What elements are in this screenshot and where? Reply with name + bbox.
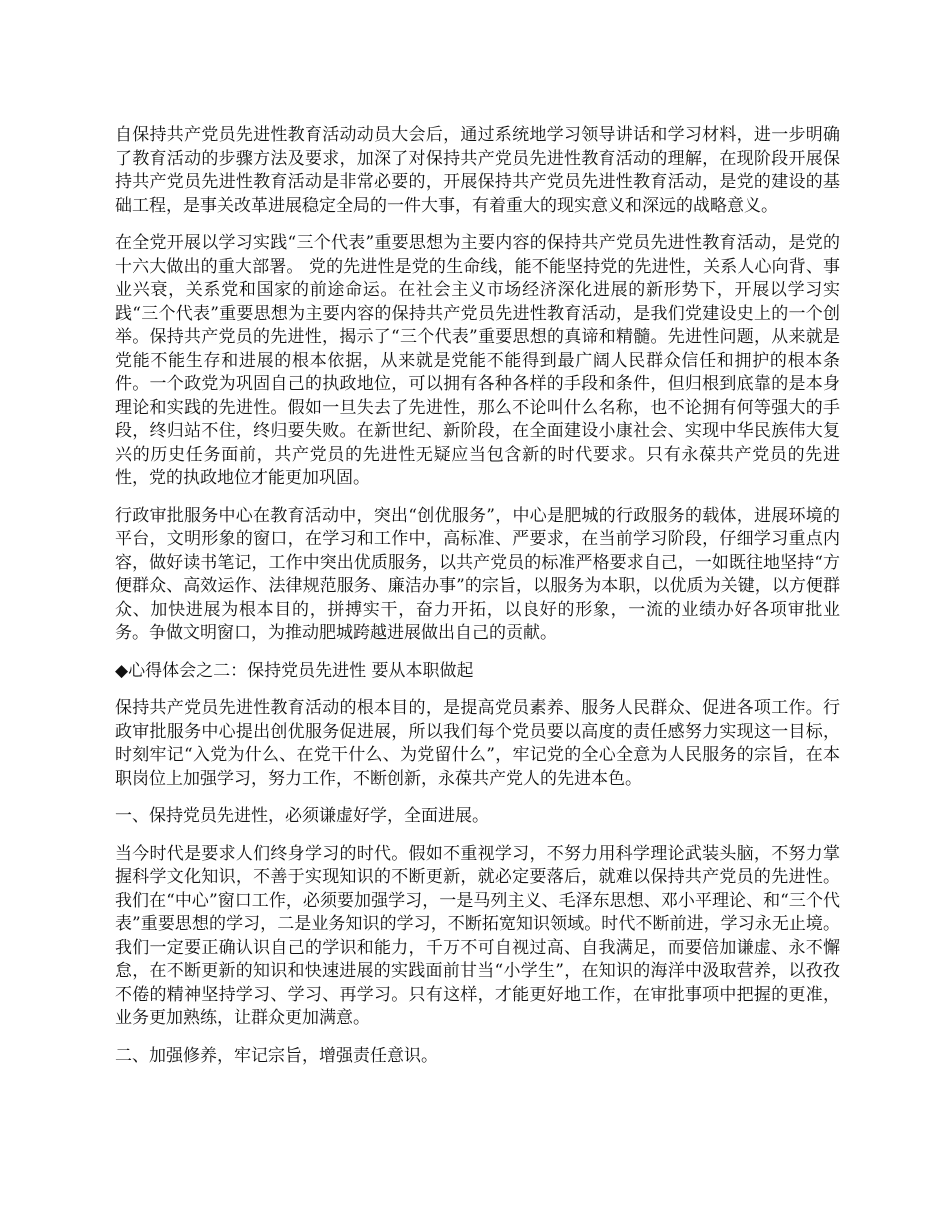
paragraph-advancedness: 在全党开展以学习实践“三个代表”重要思想为主要内容的保持共产党员先进性教育活动，是党的十六大做出的重大部署。 党的先进性是党的生命线，能不能坚持党的先进性，关系人心向背、事业兴衰，关系党和国家的前途命运。在社会主义市场经济深化进展的新形势下，开展以学习实践“三个代表”重要思想为主要内容的保持共产党员先进性教育活动，是我们党建设史上的一个创举。保持共产党员的先进性，揭示了“三个代表”重要思想的真谛和精髓。先进性问题，从来就是党能不能生存和进展的根本依据，从来就是党能不能得到最广阔人民群众信任和拥护的根本条件。一个政党为巩固自己的执政地位，可以拥有各种各样的手段和条件，但归根到底靠的是本身理论和实践的先进性。假如一旦失去了先进性，那么不论叫什么名称，也不论拥有何等强大的手段，终归站不住，终归要失败。在新世纪、新阶段，在全面建设小康社会、实现中华民族伟大复兴的历史任务面前，共产党员的先进性无疑应当包含新的时代要求。只有永葆共产党员的先进性，党的执政地位才能更加巩固。: [115, 233, 840, 488]
subheading-two: 二、加强修养，牢记宗旨，增强责任意识。: [115, 1045, 438, 1066]
subheading-one: 一、保持党员先进性，必须谦虚好学，全面进展。: [115, 806, 489, 826]
paragraph-learning: 当今时代是要求人们终身学习的时代。假如不重视学习，不努力用科学理论武装头脑，不努力掌握科学文化知识，不善于实现知识的不断更新，就必定要落后，就难以保持共产党员的先进性。我们在“中心”窗口工作，必须要加强学习，一是马列主义、毛泽东思想、邓小平理论、和“三个代表”重要思想的学习，二是业务知识的学习，不断拓宽知识领域。时代不断前进，学习永无止境。我们一定要正确认识自己的学识和能力，千万不可自视过高、自我满足，而要倍加谦虚、永不懈怠，在不断更新的知识和快速进展的实践面前甘当“小学生”，在知识的海洋中汲取营养，以孜孜不倦的精神坚持学习、学习、再学习。只有这样，才能更好地工作，在审批事项中把握的更准，业务更加熟练，让群众更加满意。: [115, 843, 840, 1028]
section-heading: ◆心得体会之二：保持党员先进性 要从本职做起: [115, 660, 474, 681]
paragraph-purpose: 保持共产党员先进性教育活动的根本目的，是提高党员素养、服务人民群众、促进各项工作。行政审批服务中心提出创优服务促进展，所以我们每个党员要以高度的责任感努力实现这一目标，时刻牢记“入党为什么、在党干什么、为党留什么”，牢记党的全心全意为人民服务的宗旨，在本职岗位上加强学习，努力工作，不断创新，永葆共产党人的先进本色。: [115, 698, 840, 789]
paragraph-service-center: 行政审批服务中心在教育活动中，突出“创优服务”，中心是肥城的行政服务的载体，进展环境的平台，文明形象的窗口，在学习和工作中，高标准、严要求，在当前学习阶段，仔细学习重点内容，做好读书笔记，工作中突出优质服务，以共产党员的标准严格要求自己，一如既往地坚持“方便群众、高效运作、法律规范服务、廉洁办事”的宗旨，以服务为本职，以优质为关键，以方便群众、加快进展为根本目的，拼搏实干，奋力开拓，以良好的形象，一流的业绩办好各项审批业务。争做文明窗口，为推动肥城跨越进展做出自己的贡献。: [115, 505, 840, 643]
document-body: [115, 124, 840, 1082]
paragraph-intro: 自保持共产党员先进性教育活动动员大会后，通过系统地学习领导讲话和学习材料，进一步明确了教育活动的步骤方法及要求，加深了对保持共产党员先进性教育活动的理解，在现阶段开展保持共产党员先进性教育活动是非常必要的，开展保持共产党员先进性教育活动，是党的建设的基础工程，是事关改革进展稳定全局的一件大事，有着重大的现实意义和深远的战略意义。: [115, 125, 840, 216]
